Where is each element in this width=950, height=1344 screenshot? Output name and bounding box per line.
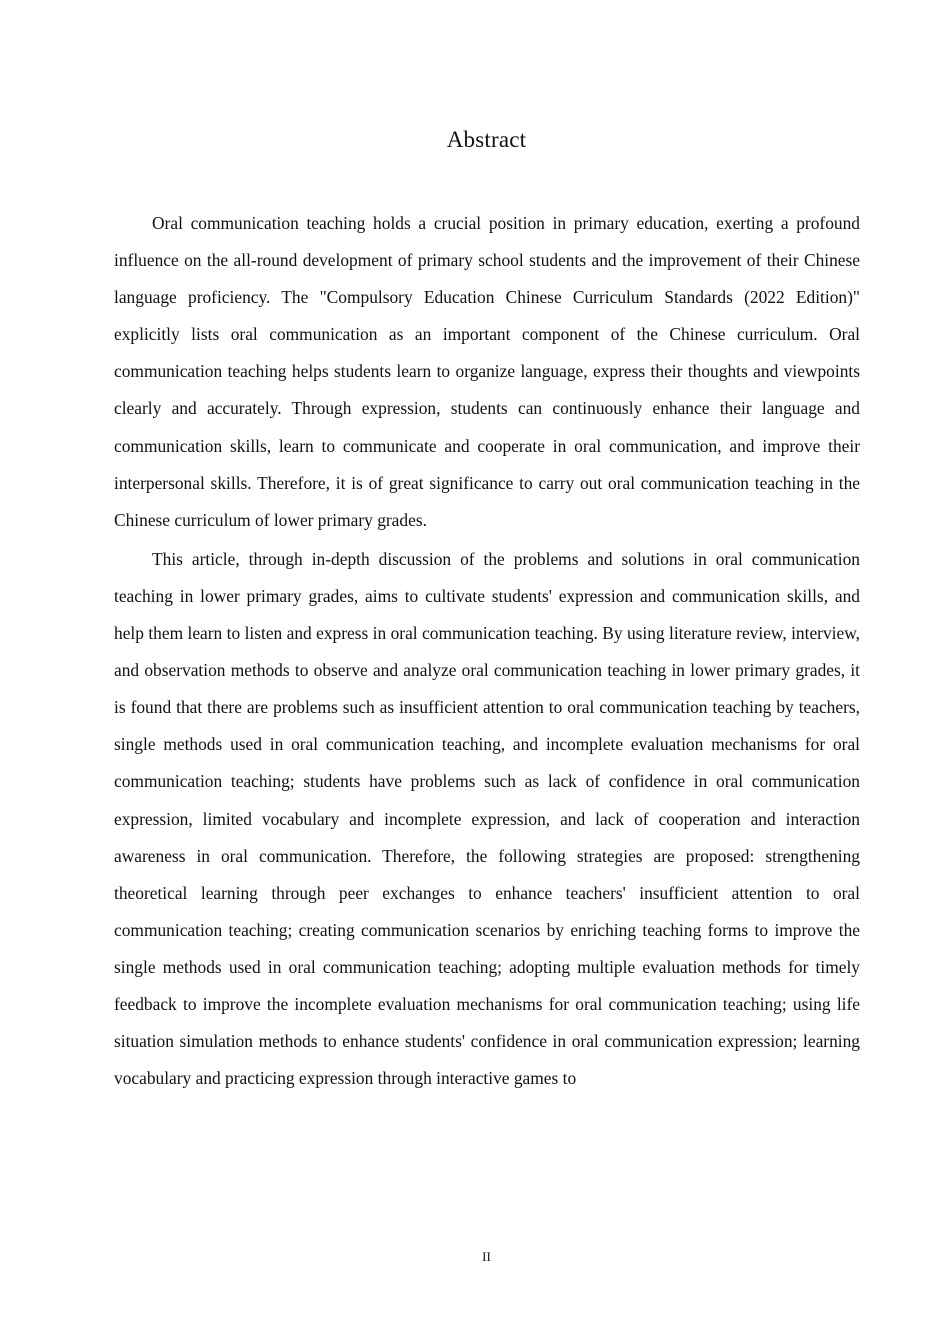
abstract-paragraph-1: Oral communication teaching holds a crucial position in primary education, exerting a profound influence on the all-round development of primary school students and the improvement of their Chinese language proficiency. The "Compulsory Education Chinese Curriculum Standards (2022 Edition)" explicitly lists oral communication as an important component of the Chinese curriculum. Oral communication teaching helps students learn to organize language, express their thoughts and viewpoints clearly and accurately. Through expression, students can continuously enhance their language and communication skills, learn to communicate and cooperate in oral communication, and improve their interpersonal skills. Therefore, it is of great significance to carry out oral communication teaching in the Chinese curriculum of lower primary grades. bbox=[114, 213, 860, 530]
abstract-title: Abstract bbox=[446, 127, 527, 152]
abstract-paragraph-2: This article, through in-depth discussion of the problems and solutions in oral communication teaching in lower primary grades, aims to cultivate students' expression and communication skills, and help them learn to listen and express in oral communication teaching. By using literature review, interview, and observation methods to observe and analyze oral communication teaching in lower primary grades, it is found that there are problems such as insufficient attention to oral communication teaching by teachers, single methods used in oral communication teaching, and incomplete evaluation mechanisms for oral communication teaching; students have problems such as lack of confidence in oral communication expression, limited vocabulary and incomplete expression, and lack of cooperation and interaction awareness in oral communication. Therefore, the following strategies are proposed: strengthening theoretical learning through peer exchanges to enhance teachers' insufficient attention to oral communication teaching; creating communication scenarios by enriching teaching forms to improve the single methods used in oral communication teaching; adopting multiple evaluation methods for timely feedback to improve the incomplete evaluation mechanisms for oral communication teaching; using life situation simulation methods to enhance students' confidence in oral communication expression; learning vocabulary and practicing expression through interactive games to bbox=[114, 548, 860, 1089]
page-number: II bbox=[482, 1249, 491, 1264]
abstract-body bbox=[114, 205, 860, 1099]
